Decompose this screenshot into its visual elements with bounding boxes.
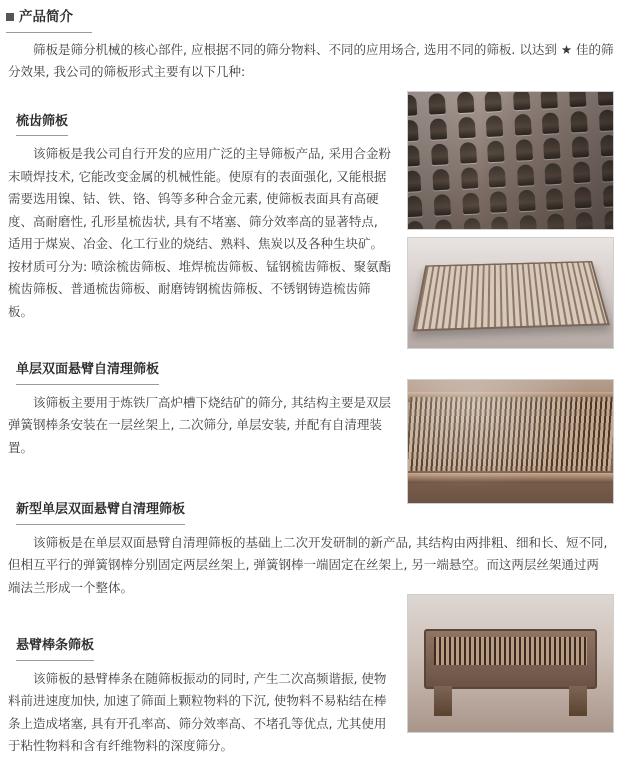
section-heading-2-text: 单层双面悬臂自清理筛板	[16, 359, 159, 384]
square-bullet-icon	[6, 13, 14, 21]
page-title-text: 产品简介	[19, 9, 73, 25]
document-page	[0, 6, 625, 754]
figure-comb-tooth-screen	[407, 91, 614, 230]
figure-mesh-screen-panel	[407, 237, 614, 349]
page-title	[6, 6, 625, 28]
intro-paragraph: 筛板是筛分机械的核心部件, 应根据不同的筛分物料、不同的应用场合, 选用不同的筛板. 以达到 ★ 佳的筛分效果, 我公司的筛板形式主要有以下几种:	[8, 42, 614, 80]
section-heading-3-text: 新型单层双面悬臂自清理筛板	[16, 499, 185, 524]
section-body-3: 该筛板是在单层双面悬臂自清理筛板的基础上二次开发研制的新产品, 其结构由两排粗、细和长、短不同, 但相互平行的弹簧钢棒分别固定两层丝架上, 弹簧钢棒一端固定在丝架上, 另一端悬空。而这两层丝架通过两端法兰形成一个整体。	[8, 534, 608, 595]
title-divider	[6, 32, 92, 33]
section-heading-1-text: 梳齿筛板	[16, 111, 68, 136]
figure-cantilever-bar-screen-frame	[407, 594, 614, 733]
section-heading-4-text: 悬臂棒条筛板	[16, 635, 94, 660]
section-body-1: 该筛板是我公司自行开发的应用广泛的主导筛板产品, 采用合金粉末喷焊技术, 它能改变金属的机械性能。使原有的表面强化, 又能根据需要选用镍、钴、铁、铬、钨等多种合金元素, 使筛板表面具有高硬度、高耐磨性, 孔形星梳齿状, 具有不堵塞、筛分效率高的显著特点, 适用于煤炭、冶金、化工行业的烧结、熟料、焦炭以及各种生块矿。按材质可分为: 喷涂梳齿筛板、堆焊梳齿筛板、锰钢梳齿筛板、聚氨酯梳齿筛板、普通梳齿筛板、耐磨铸钢梳齿筛板、不锈钢铸造梳齿筛板。	[8, 146, 392, 319]
figure-double-layer-bar-screen	[407, 379, 614, 504]
section-body-2: 该筛板主要用于炼铁厂高炉槽下烧结矿的筛分, 其结构主要是双层弹簧钢棒条安装在一层丝架上, 二次筛分, 单层安装, 并配有自清理装置。	[8, 394, 391, 455]
section-body-4: 该筛板的悬臂棒条在随筛板振动的同时, 产生二次高频谐振, 使物料前进速度加快, 加速了筛面上颗粒物料的下沉, 使物料不易粘结在棒条上造成堵塞, 具有开孔率高、筛分效率高、不堵孔等优点, 尤其使用于粘性物料和含有纤维物料的深度筛分。	[8, 670, 387, 754]
